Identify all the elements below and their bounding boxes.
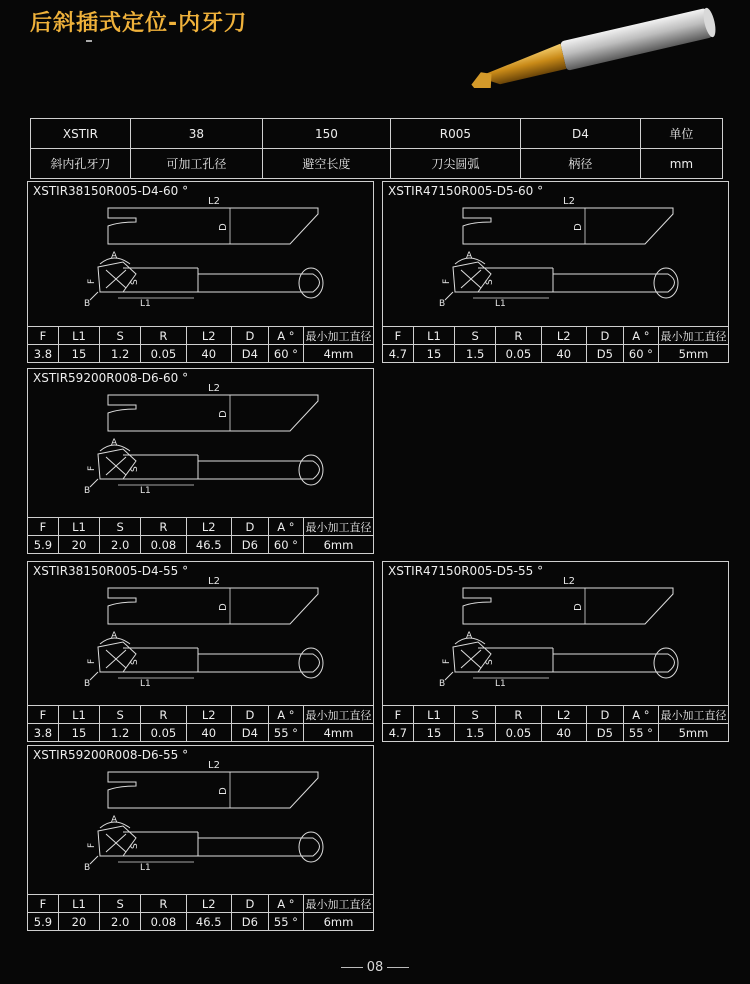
param-value: D6 [231,913,268,931]
b-label: B [84,299,91,309]
param-header: 最小加工直径 [303,706,373,724]
param-table [382,326,729,363]
param-value: 5mm [658,345,728,363]
param-value-row [383,724,729,742]
param-header: 最小加工直径 [658,706,728,724]
param-header: 最小加工直径 [303,518,373,536]
param-header-row [28,895,374,913]
page-number [0,960,750,975]
param-table [27,894,374,931]
param-header: L2 [186,518,231,536]
param-header: D [231,706,268,724]
b-label: B [84,486,91,496]
b-label: B [439,299,446,309]
param-header: A ° [623,327,658,345]
param-value: 3.8 [28,724,59,742]
a-label: A [111,815,118,825]
d-label: D [218,223,229,231]
product-card [27,368,374,554]
spec-code: D4 [520,119,640,149]
param-value: 40 [541,724,586,742]
param-value: 2.0 [100,536,141,554]
s-label: S [130,843,140,849]
param-header: D [231,518,268,536]
b-label: B [439,679,446,689]
param-header: S [455,706,496,724]
d-label: D [573,603,584,611]
param-value: 0.05 [496,724,541,742]
param-value: 0.08 [141,536,186,554]
param-header: D [586,706,623,724]
page-number-rule [387,967,409,968]
param-value: 15 [58,345,99,363]
param-header: L1 [58,895,99,913]
d-label: D [573,223,584,231]
product-card [382,181,729,363]
param-value: 46.5 [186,913,231,931]
param-header: L2 [186,706,231,724]
tool-diagram [383,182,730,326]
product-card [27,561,374,742]
param-header: S [455,327,496,345]
spec-table [30,118,723,179]
l1-label: L1 [140,486,151,496]
decorative-dash [86,40,92,42]
param-header: R [141,706,186,724]
s-label: S [485,279,495,285]
tool-diagram [383,562,730,705]
f-label: F [87,658,97,664]
l2-label: L2 [563,576,575,587]
param-value: 4mm [303,345,373,363]
param-value: 6mm [303,913,373,931]
param-header: R [141,518,186,536]
product-name: XSTIR38150R005-D4-60 ° [33,184,189,198]
param-header: A ° [623,706,658,724]
tool-head [98,449,136,479]
tool-shank [198,461,320,479]
l1-label: L1 [140,299,151,309]
param-header: 最小加工直径 [303,895,373,913]
param-header: S [100,518,141,536]
param-value-row [28,913,374,931]
tool-shank [553,274,675,292]
param-table [27,326,374,363]
a-label: A [466,251,473,261]
tool-top-view [463,588,673,624]
param-table [382,705,729,742]
tool-diagram [28,369,375,517]
param-header-row [28,518,374,536]
s-label: S [485,659,495,665]
param-value: 20 [58,913,99,931]
page-number-rule [341,967,363,968]
param-value: 2.0 [100,913,141,931]
param-value: D6 [231,536,268,554]
param-table [27,705,374,742]
param-value: 55 ° [623,724,658,742]
s-label: S [130,659,140,665]
f-label: F [442,658,452,664]
param-value: 3.8 [28,345,59,363]
param-header: A ° [268,518,303,536]
tool-top-view [108,588,318,624]
tool-photo [455,6,730,88]
product-card [27,181,374,363]
a-label: A [111,438,118,448]
s-label: S [130,279,140,285]
param-value: 40 [541,345,586,363]
l1-label: L1 [495,299,506,309]
tool-top-view [108,208,318,244]
a-label: A [111,631,118,641]
param-value: 1.2 [100,724,141,742]
tool-shank [553,654,675,672]
param-header: A ° [268,327,303,345]
f-label: F [442,278,452,284]
spec-meaning: 可加工孔径 [130,149,262,179]
s-label: S [130,466,140,472]
tool-shank [198,654,320,672]
param-value: 40 [186,345,231,363]
param-header: F [28,518,59,536]
param-value: 0.08 [141,913,186,931]
param-header: R [141,895,186,913]
d-label: D [218,787,229,795]
param-value: 5.9 [28,536,59,554]
tool-top-view [463,208,673,244]
a-label: A [111,251,118,261]
tool-shank [198,838,320,856]
f-label: F [87,465,97,471]
param-value: 5mm [658,724,728,742]
param-header: L1 [58,706,99,724]
param-header-row [28,327,374,345]
param-value: 5.9 [28,913,59,931]
param-value: 1.5 [455,345,496,363]
d-label: D [218,603,229,611]
d-label: D [218,410,229,418]
product-name: XSTIR59200R008-D6-60 ° [33,371,189,385]
param-header: D [231,895,268,913]
spec-meaning: 刀尖圆弧 [390,149,520,179]
cross-lines [90,834,126,864]
param-header: F [383,706,414,724]
param-value: 4.7 [383,724,414,742]
l1-label: L1 [495,679,506,689]
param-header: F [28,895,59,913]
spec-code: 单位 [640,119,722,149]
tool-top-view [108,395,318,431]
param-header: S [100,327,141,345]
cross-lines [445,270,481,300]
param-header: F [383,327,414,345]
product-name: XSTIR47150R005-D5-60 ° [388,184,544,198]
param-value: 20 [58,536,99,554]
param-value: 60 ° [623,345,658,363]
param-value: 60 ° [268,536,303,554]
param-value: 4.7 [383,345,414,363]
spec-meaning: mm [640,149,722,179]
tool-head [453,262,491,292]
param-header: L2 [541,327,586,345]
param-value: 55 ° [268,724,303,742]
param-header: A ° [268,706,303,724]
param-value: 46.5 [186,536,231,554]
param-value: D5 [586,724,623,742]
l1-label: L1 [140,863,151,873]
cross-lines [445,650,481,680]
tool-head [98,642,136,672]
param-header: D [586,327,623,345]
param-value: 0.05 [496,345,541,363]
param-value-row [28,536,374,554]
param-header: L2 [186,327,231,345]
tool-shank [198,274,320,292]
param-value: 55 ° [268,913,303,931]
param-value: 40 [186,724,231,742]
param-header: L1 [58,327,99,345]
param-header: R [496,706,541,724]
param-header: F [28,706,59,724]
param-value: 0.05 [141,345,186,363]
param-value: 1.5 [455,724,496,742]
l2-label: L2 [208,760,220,771]
param-header: L1 [413,706,454,724]
param-value: 60 ° [268,345,303,363]
param-value: 15 [413,724,454,742]
spec-codes-row [31,119,723,149]
param-header: L2 [186,895,231,913]
param-value: 6mm [303,536,373,554]
l1-label: L1 [140,679,151,689]
b-label: B [84,863,91,873]
param-value-row [28,724,374,742]
param-value: D4 [231,345,268,363]
param-value-row [383,345,729,363]
l2-label: L2 [208,383,220,394]
spec-code: XSTIR [31,119,131,149]
param-header: R [496,327,541,345]
tool-top-view [108,772,318,808]
product-card [382,561,729,742]
param-value: 15 [413,345,454,363]
spec-meaning: 斜内孔牙刀 [31,149,131,179]
param-value: 4mm [303,724,373,742]
tool-head [453,642,491,672]
param-header: R [141,327,186,345]
spec-meaning: 柄径 [520,149,640,179]
l2-label: L2 [208,576,220,587]
f-label: F [87,842,97,848]
param-value: D4 [231,724,268,742]
product-name: XSTIR47150R005-D5-55 ° [388,564,544,578]
spec-meanings-row [31,149,723,179]
page-number-text: 08 [366,960,384,975]
product-name: XSTIR59200R008-D6-55 ° [33,748,189,762]
spec-code: R005 [390,119,520,149]
l2-label: L2 [563,196,575,207]
product-card [27,745,374,931]
page-title: 后斜插式定位-内牙刀 [30,11,248,36]
a-label: A [466,631,473,641]
param-value: D5 [586,345,623,363]
product-name: XSTIR38150R005-D4-55 ° [33,564,189,578]
cross-lines [90,650,126,680]
spec-code: 150 [263,119,391,149]
param-header: 最小加工直径 [658,327,728,345]
param-header-row [383,327,729,345]
tool-diagram [28,562,375,705]
param-header: L2 [541,706,586,724]
param-header: D [231,327,268,345]
tool-diagram [28,746,375,894]
tool-head [98,262,136,292]
f-label: F [87,278,97,284]
spec-meaning: 避空长度 [263,149,391,179]
param-table [27,517,374,554]
tool-diagram [28,182,375,326]
param-value: 1.2 [100,345,141,363]
param-header: L1 [413,327,454,345]
param-header: L1 [58,518,99,536]
param-value: 15 [58,724,99,742]
tool-head [98,826,136,856]
param-value: 0.05 [141,724,186,742]
cross-lines [90,457,126,487]
param-header: S [100,706,141,724]
param-header: 最小加工直径 [303,327,373,345]
spec-code: 38 [130,119,262,149]
param-header-row [28,706,374,724]
param-header: F [28,327,59,345]
param-header: A ° [268,895,303,913]
b-label: B [84,679,91,689]
param-header: S [100,895,141,913]
l2-label: L2 [208,196,220,207]
cross-lines [90,270,126,300]
param-header-row [383,706,729,724]
param-value-row [28,345,374,363]
